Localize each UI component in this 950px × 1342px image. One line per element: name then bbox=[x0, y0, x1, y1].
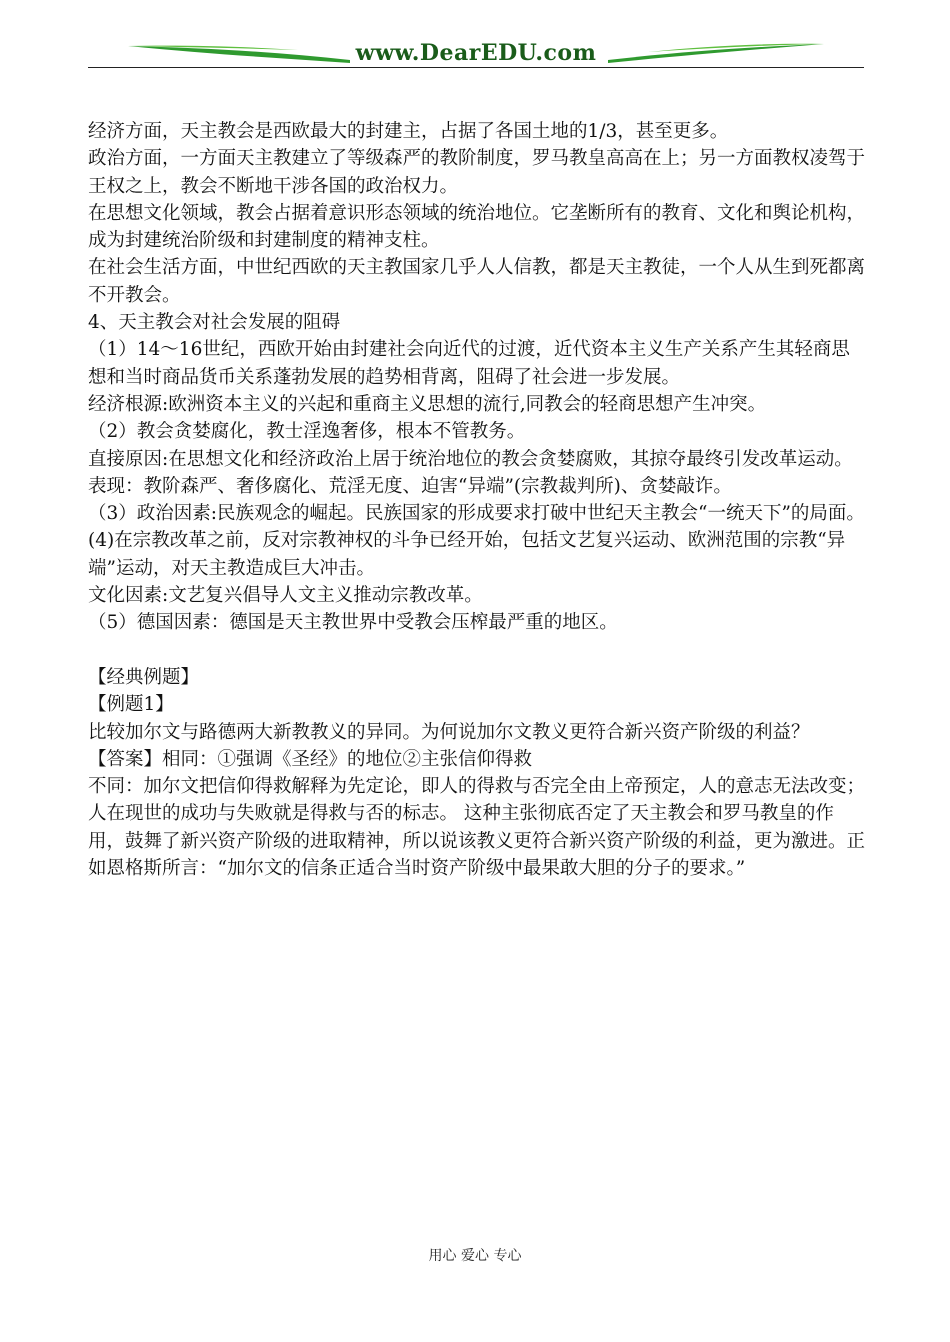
paragraph: (4)在宗教改革之前，反对宗教神权的斗争已经开始，包括文艺复兴运动、欧洲范围的宗教“异端”运动，对天主教造成巨大冲击。 bbox=[88, 530, 846, 579]
site-logo-text: www.DearEDU.com bbox=[355, 40, 597, 66]
paragraph: 在思想文化领域，教会占据着意识形态领域的统治地位。它垄断所有的教育、文化和舆论机构，成为封建统治阶级和封建制度的精神支柱。 bbox=[88, 202, 866, 252]
example-label: 【例题1】 bbox=[88, 694, 174, 716]
page-footer: 用心 爱心 专心 bbox=[428, 1248, 522, 1264]
paragraph: 文化因素:文艺复兴倡导人文主义推动宗教改革。 bbox=[88, 585, 483, 607]
paragraph: （1）14～16世纪，西欧开始由封建社会向近代的过渡，近代资本主义生产关系产生其轻商思想和当时商品货币关系蓬勃发展的趋势相背离，阻碍了社会进一步发展。 bbox=[88, 339, 850, 388]
section-heading: 4、天主教会对社会发展的阻碍 bbox=[88, 312, 341, 334]
paragraph: （2）教会贪婪腐化，教士淫逸奢侈，根本不管教务。 bbox=[88, 421, 526, 443]
question-text: 比较加尔文与路德两大新教教义的异同。为何说加尔文教义更符合新兴资产阶级的利益？ bbox=[88, 721, 810, 743]
header-divider bbox=[88, 67, 864, 68]
paragraph: 经济方面，天主教会是西欧最大的封建主，占据了各国土地的1/3，甚至更多。 bbox=[88, 121, 729, 142]
answer-text: 【答案】相同：①强调《圣经》的地位②主张信仰得救 bbox=[88, 748, 533, 770]
paragraph: 政治方面，一方面天主教建立了等级森严的教阶制度，罗马教皇高高在上；另一方面教权凌驾于王权之上，教会不断地干涉各国的政治权力。 bbox=[88, 148, 866, 197]
paragraph: 在社会生活方面，中世纪西欧的天主教国家几乎人人信教，都是天主教徒，一个人从生到死都离不开教会。 bbox=[88, 257, 866, 306]
section-heading: 【经典例题】 bbox=[88, 666, 200, 688]
paragraph: （3）政治因素:民族观念的崛起。民族国家的形成要求打破中世纪天主教会“一统天下”的局面。 bbox=[88, 503, 865, 525]
paragraph: （5）德国因素：德国是天主教世界中受教会压榨最严重的地区。 bbox=[88, 612, 618, 634]
paragraph: 直接原因:在思想文化和经济政治上居于统治地位的教会贪婪腐败，其掠夺最终引发改革运动。 bbox=[88, 448, 853, 470]
paragraph: 经济根源:欧洲资本主义的兴起和重商主义思想的流行,同教会的轻商思想产生冲突。 bbox=[88, 393, 767, 415]
paragraph: 表现：教阶森严、奢侈腐化、荒淫无度、迫害“异端”(宗教裁判所)、贪婪敲诈。 bbox=[88, 475, 732, 497]
blank-line bbox=[88, 637, 868, 664]
answer-detail: 不同：加尔文把信仰得救解释为先定论，即人的得救与否完全由上帝预定，人的意志无法改变；人在现世的成功与失败就是得救与否的标志。 这种主张彻底否定了天主教会和罗马教皇的作用，鼓舞了新兴资产阶级的进取精神，所以说该教义更符合新兴资产阶级的利益，更为激进。正如恩格斯所言：“加尔文的信条正适合当时资产阶级中最果敢大胆的分子的要求。” bbox=[88, 776, 866, 880]
document-body bbox=[88, 118, 868, 882]
